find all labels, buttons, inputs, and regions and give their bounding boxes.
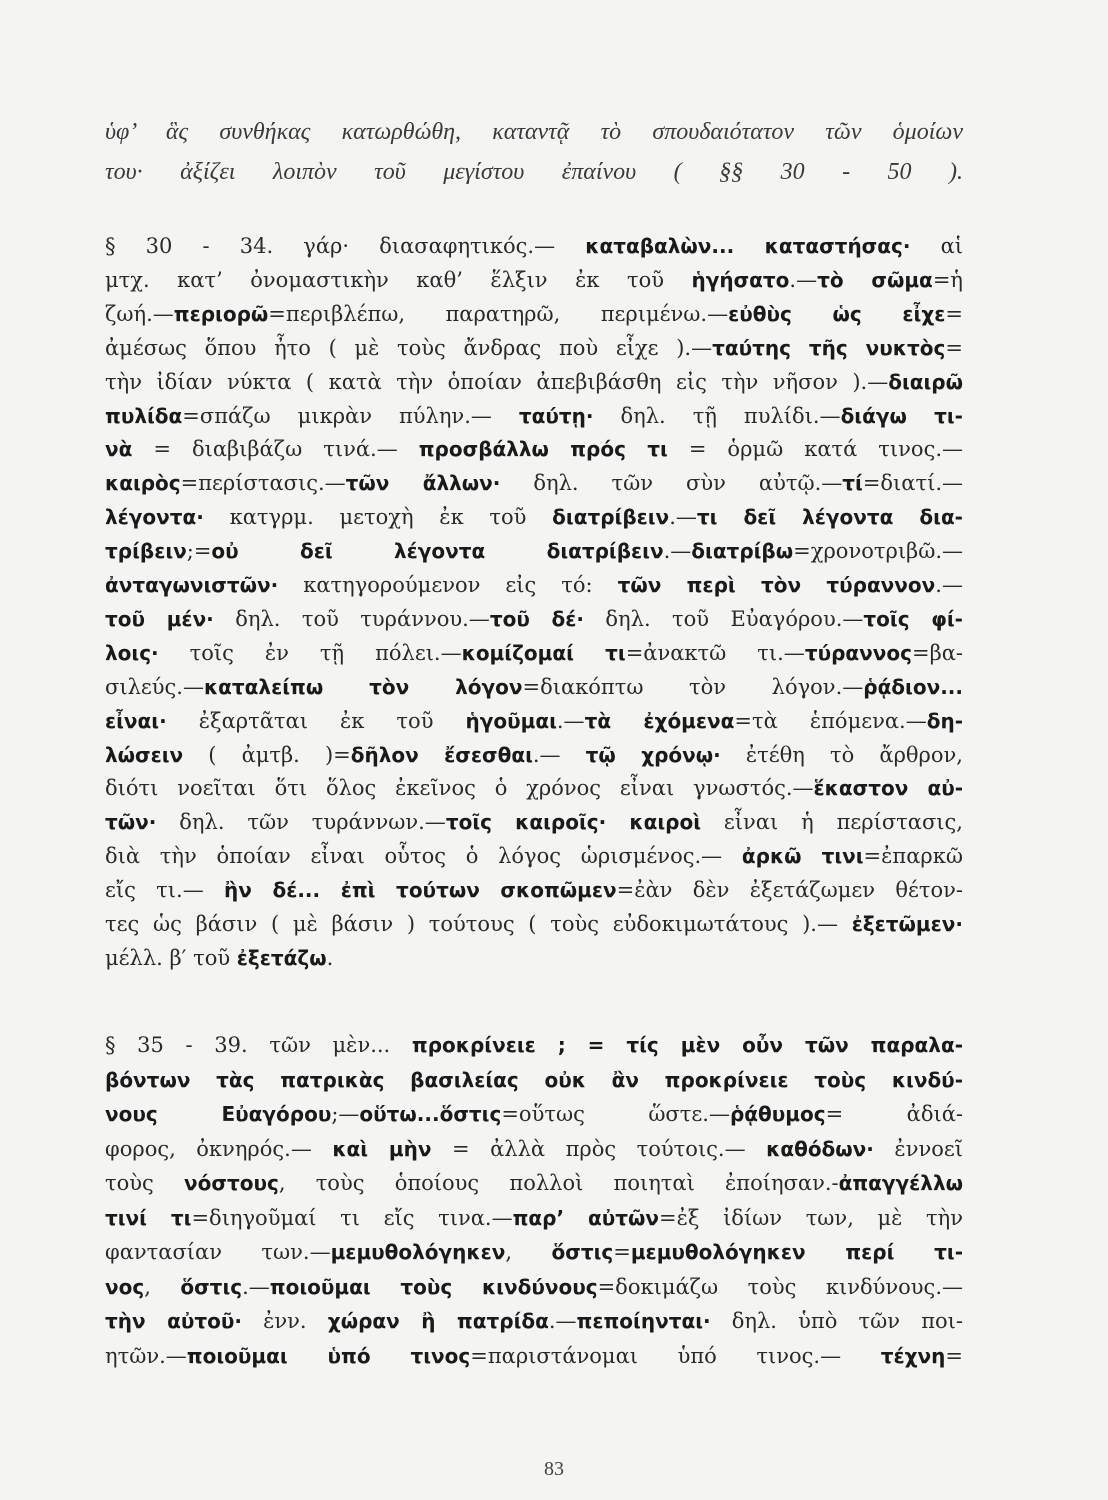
text-run: = [945,1343,963,1368]
headword: εὐθὺς ὡς εἶχε [728,301,946,326]
text-run: δηλ. τοῦ Εὐαγόρου.— [584,606,864,631]
headword: περιορῶ [173,301,269,326]
text-run: ἐτέθη τὸ ἄρθρον, [720,742,963,767]
headword: τὰ ἐχόμενα [584,708,735,733]
headword: προκρίνειε ; = τίς μὲν οὖν τῶν παραλα- [411,1033,963,1057]
text-run: ὑφ’ ἃς συνθήκας κατωρθώθη, καταντᾷ τὸ σπουδαιότατον τῶν ὁμοίων [105,119,963,145]
text-run: § 30 - 34. γάρ· [105,234,380,258]
headword: κομίζομαί τι [461,640,626,665]
text-run: .— [532,742,586,767]
text-run: ;= [186,539,212,564]
headword: καταβαλὼν... καταστήσας· [585,234,911,258]
section1-line [105,265,963,295]
headword: τῷ χρόνῳ· [585,742,721,767]
intro-line [105,117,963,147]
text-run: δηλ. τοῦ τυράννου.— [213,606,490,631]
text-run: .— [663,539,692,564]
section1-line [105,943,963,973]
headword: δῆλον ἔσεσθαι [350,742,533,767]
text-run: .— [556,708,585,733]
text-run: δηλ. ὑπὸ τῶν ποι- [710,1309,963,1333]
intro-line [105,157,963,187]
text-run: .— [669,505,697,530]
text-run: διότι νοεῖται ὅτι ὅλος ἐκεῖνος ὁ χρόνος εἶναι γνωστός.— [105,776,814,801]
headword: καὶ μὴν [332,1136,432,1161]
section1-line [105,468,963,498]
section2-line [105,1237,963,1267]
headword: νος [105,1274,145,1299]
section2-line [105,1306,963,1336]
headword: καταλείπω τὸν λόγον [203,674,523,699]
headword: τινί τι [105,1205,192,1230]
text-run: = ὁρμῶ κατά τινος.— [667,437,963,462]
text-run: σιλεύς.— [105,674,204,699]
text-run: διασαφητικός.— [379,234,586,258]
section2-line [105,1341,963,1371]
headword: καιρὸς [105,471,181,496]
headword: τοῦ μέν· [105,606,214,631]
section1-line [105,401,963,431]
headword: νους Εὐαγόρου [105,1102,332,1126]
text-run: = διαβιβάζω τινά.— [132,437,419,462]
headword: πυλίδα [105,403,183,428]
text-run: =οὕτως ὥστε.— [501,1102,730,1126]
section2-line [105,1065,963,1095]
text-run: ζωή.— [105,301,174,326]
headword: ἐξετάζω [236,945,327,970]
headword: τῶν· [105,810,157,835]
text-run: =διηγοῦμαί τι εἴς τινα.— [191,1205,513,1230]
text-run: μτχ. κατ’ ὀνομαστικὴν καθ’ ἕλξιν ἐκ τοῦ [105,267,692,292]
headword: ἕκαστον αὐ- [813,776,963,801]
text-run: ;— [331,1102,360,1126]
headword: δη- [926,708,963,733]
text-run: ητῶν.— [105,1343,187,1368]
headword: λοις· [105,640,159,665]
section1-line [105,672,963,702]
headword: διάγω τι- [840,403,963,428]
text-run: =ἐξ ἰδίων των, μὲ τὴν [659,1205,963,1230]
text-run: =τὰ ἑπόμενα.— [734,708,927,733]
text-run: =παριστάνομαι ὑπό τινος.— [470,1343,881,1368]
text-run: =περιβλέπω, παρατηρῶ, περιμένω.— [268,301,729,326]
headword: μεμυθολόγηκεν περί τι- [630,1240,963,1264]
text-run: =ἀνακτῶ τι.— [625,640,805,665]
text-run: =χρονοτριβῶ.— [793,539,963,564]
section1-line [105,638,963,668]
text-run: κατηγορούμενον εἰς τό: [278,573,618,597]
text-run: δηλ. τῶν τυράννων.— [156,810,446,835]
section1-line [105,841,963,871]
headword: τοῦ δέ· [489,606,584,631]
section2-line [105,1099,963,1129]
text-run: . [326,945,334,970]
section1-line [105,570,963,600]
text-run: .— [242,1274,270,1299]
headword: τῶν ἄλλων· [345,471,501,496]
headword: τι δεῖ λέγοντα δια- [696,505,963,530]
text-run: εἶναι ἡ περίστασις, [700,810,963,835]
headword: τρίβειν [105,539,187,564]
text-run: , τοὺς ὁποίους πολλοὶ ποιηταὶ ἐποίησαν.- [278,1171,839,1195]
text-run: =δοκιμάζω τοὺς κινδύνους.— [597,1274,963,1299]
text-run: =διακόπτω τὸν λόγον.— [522,674,864,699]
headword: τέχνη [880,1343,946,1368]
text-run: τες ὡς βάσιν ( μὲ βάσιν ) τούτους ( τοὺς εὐδοκιμωτάτους ).— [105,912,852,936]
page-number: 83 [544,1458,564,1480]
headword: ποιοῦμαι τοὺς κινδύνους [269,1274,598,1299]
section1-line [105,299,963,329]
text-run: αἱ [910,234,963,258]
headword: ῥᾴδιον... [863,674,963,699]
text-run: ἐξαρτᾶται ἐκ τοῦ [166,708,466,733]
headword: ὅστις [551,1240,614,1264]
headword: ἀρκῶ τινι [741,844,864,869]
headword: διατρίβω [691,539,794,564]
section1-line [105,740,963,770]
headword: τοῖς φί- [863,606,963,631]
headword: διαιρῶ [888,369,963,394]
text-run: φαντασίαν των.— [105,1240,331,1264]
section1-line [105,502,963,532]
text-run: μέλλ. β′ τοῦ [105,945,237,970]
headword: ποιοῦμαι ὑπό τινος [186,1343,471,1368]
headword: ἀπαγγέλλω [838,1171,963,1195]
section1-line [105,909,963,939]
headword: ταύτης τῆς νυκτὸς [712,335,946,360]
section1-line [105,367,963,397]
headword: λέγοντα· [105,505,204,530]
headword: ἡγήσατο [691,267,790,292]
text-run: τὴν ἰδίαν νύκτα ( κατὰ τὴν ὁποίαν ἀπεβιβάσθη εἰς τὴν νῆσον ).— [105,369,889,394]
headword: ἡγοῦμαι [465,708,557,733]
text-run: = ἀδιά- [825,1102,963,1126]
text-run: ( ἀμτβ. )= [183,742,351,767]
text-run: .— [548,1309,577,1333]
section1-line [105,875,963,905]
text-run: κατγρμ. μετοχὴ ἐκ τοῦ [203,505,553,530]
text-run: =διατί.— [862,471,963,496]
section1-line [105,604,963,634]
headword: διατρίβειν [552,505,670,530]
headword: ταύτῃ· [518,403,594,428]
headword: τοῖς καιροῖς· καιροὶ [445,810,701,835]
text-run: , [505,1240,552,1264]
headword: τί [842,471,863,496]
section2-line [105,1134,963,1164]
text-run: ἀμέσως ὅπου ἦτο ( μὲ τοὺς ἄνδρας ποὺ εἶχε ).— [105,335,713,360]
text-run: ἐννοεῖ [873,1136,963,1161]
headword: τὴν αὐτοῦ· [105,1309,242,1333]
text-run: , [144,1274,181,1299]
headword: τῶν περὶ τὸν τύραννον [617,573,936,597]
text-run: = [613,1240,631,1264]
headword: τὸ σῶμα [817,267,933,292]
text-run: εἴς τι.— [105,878,225,903]
section1-line [105,231,963,261]
section2-line [105,1168,963,1198]
text-run: =ἐὰν δὲν ἐξετάζωμεν θέτον- [616,878,963,903]
text-run: =ἡ [932,267,963,292]
headword: βόντων τὰς πατρικὰς βασιλείας οὐκ ἂν προκρίνειε τοὺς κινδύ- [105,1067,963,1092]
text-run: =σπάζω μικρὰν πύλην.— [182,403,519,428]
text-run: δηλ. τῇ πυλίδι.— [593,403,841,428]
text-run: ἐνν. [241,1309,328,1333]
headword: οὐ δεῖ λέγοντα διατρίβειν [211,539,664,564]
text-run: του· ἀξίζει λοιπὸν τοῦ μεγίστου ἐπαίνου ( §§ 30 - 50 ). [105,158,963,185]
text-run: =βα- [911,640,963,665]
text-run: = [945,301,963,326]
headword: πεποίηνται· [576,1309,711,1333]
section2-line [105,1203,963,1233]
section1-line [105,706,963,736]
text-run: φορος, ὀκνηρός.— [105,1136,333,1161]
headword: παρ’ αὐτῶν [512,1205,660,1230]
text-run: = ἀλλὰ πρὸς τούτοις.— [431,1136,767,1161]
headword: οὕτω...ὅστις [359,1102,502,1126]
headword: νόστους [184,1171,279,1195]
headword: ἀνταγωνιστῶν· [105,573,279,597]
text-run: διὰ τὴν ὁποίαν εἶναι οὗτος ὁ λόγος ὡρισμένος.— [105,844,742,869]
headword: ἐξετῶμεν· [851,912,963,936]
section2-line [105,1272,963,1302]
section2-line [105,1030,963,1060]
headword: χώραν ἢ πατρίδα [327,1309,549,1333]
headword: λώσειν [105,742,184,767]
text-run: τοὺς [105,1171,184,1195]
headword: μεμυθολόγηκεν [330,1240,506,1264]
text-run: .— [935,573,963,597]
text-run: § 35 - 39. τῶν μὲν... [105,1033,412,1057]
text-run: =περίστασις.— [180,471,346,496]
headword: ῥᾴθυμος [729,1102,826,1126]
text-run: =ἐπαρκῶ [863,844,963,869]
text-run: δηλ. τῶν σὺν αὐτῷ.— [500,471,843,496]
headword: τύραννος [804,640,912,665]
headword: νὰ [105,437,133,462]
headword: καθόδων· [766,1136,874,1161]
text-run: .— [789,267,818,292]
headword: εἶναι· [105,708,167,733]
headword: ὅστις [180,1274,243,1299]
text-run: τοῖς ἐν τῇ πόλει.— [158,640,462,665]
section1-line [105,536,963,566]
section1-line [105,773,963,803]
section1-line [105,333,963,363]
text-run: = [945,335,963,360]
headword: ἢν δέ... ἐπὶ τούτων σκοπῶμεν [224,878,617,903]
section1-line [105,434,963,464]
headword: προσβάλλω πρός τι [418,437,668,462]
section1-line [105,807,963,837]
